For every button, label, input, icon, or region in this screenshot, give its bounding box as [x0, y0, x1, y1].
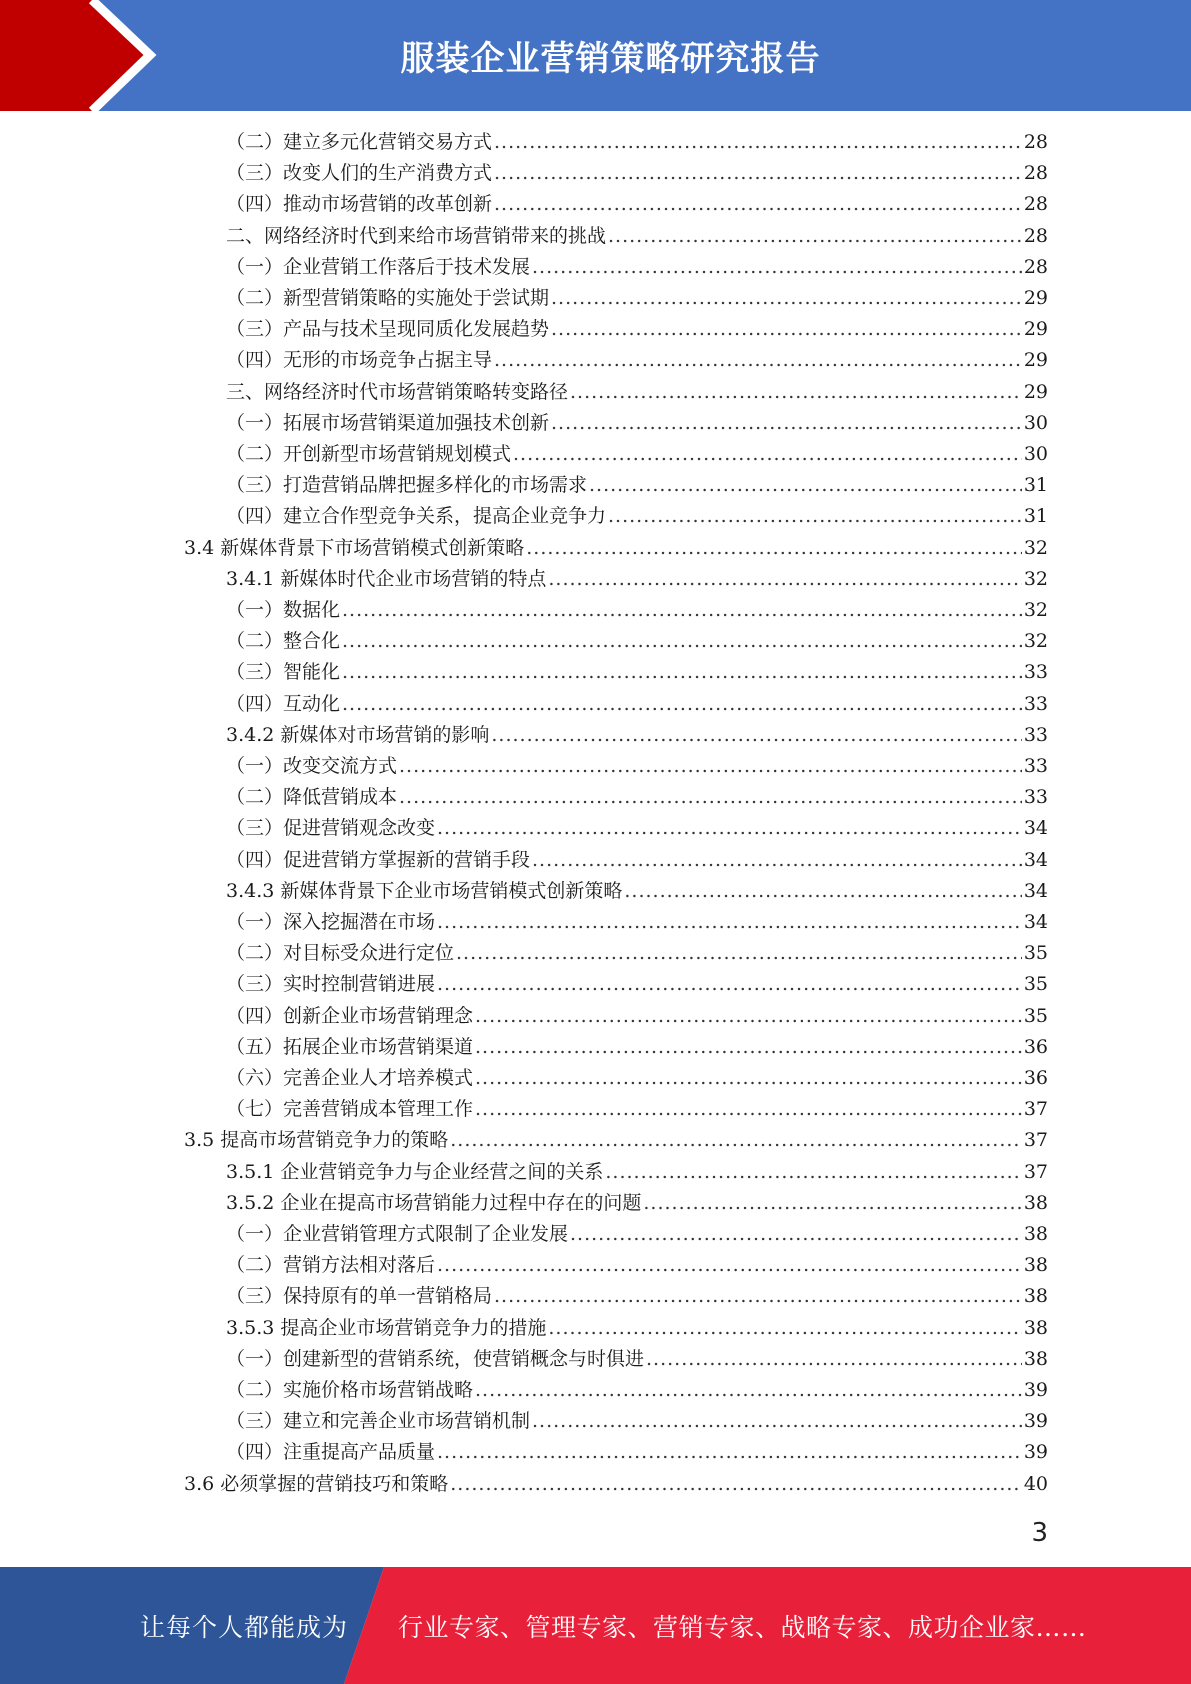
toc-entry-page: 28 [1023, 131, 1048, 153]
toc-entry-page: 35 [1023, 942, 1048, 965]
toc-dot-leader [589, 470, 1022, 501]
toc-dot-leader [494, 345, 1022, 376]
toc-entry-label: （三）保持原有的单一营销格局 [226, 1285, 493, 1308]
toc-entry-page: 33 [1023, 723, 1048, 746]
toc-entry-label: （四）无形的市场竞争占据主导 [226, 349, 493, 372]
toc-entry-label: （三）建立和完善企业市场营销机制 [226, 1410, 531, 1433]
toc-entry[interactable] [226, 1219, 1048, 1250]
toc-entry[interactable] [226, 595, 1048, 626]
toc-entry-label: （四）促进营销方掌握新的营销手段 [226, 848, 531, 871]
toc-entry[interactable] [226, 283, 1048, 314]
toc-entry-label: （二）开创新型市场营销规划模式 [226, 443, 512, 465]
toc-entry[interactable] [226, 189, 1048, 220]
toc-entry-label: （五）拓展企业市场营销渠道 [226, 1035, 474, 1058]
toc-entry-label: 3.4.3 新媒体背景下企业市场营销模式创新策略 [226, 879, 623, 902]
toc-entry-page: 31 [1023, 474, 1048, 497]
toc-entry[interactable] [226, 501, 1048, 532]
toc-entry-page: 38 [1023, 1316, 1048, 1339]
toc-entry[interactable] [226, 252, 1048, 283]
toc-entry[interactable] [226, 626, 1048, 657]
toc-dot-leader [551, 408, 1022, 439]
toc-dot-leader [399, 782, 1022, 813]
toc-entry[interactable] [226, 1375, 1048, 1406]
toc-entry-page: 30 [1023, 411, 1048, 434]
toc-entry-label: 三、网络经济时代市场营销策略转变路径 [226, 380, 569, 403]
toc-entry[interactable] [226, 1001, 1048, 1032]
toc-entry-page: 32 [1023, 536, 1048, 559]
toc-entry-label: （四）互动化 [226, 692, 341, 715]
toc-entry-page: 34 [1023, 817, 1048, 840]
toc-dot-leader [342, 689, 1022, 720]
toc-entry-page: 29 [1023, 349, 1048, 372]
toc-dot-leader [456, 938, 1022, 969]
toc-entry-page: 28 [1023, 255, 1048, 278]
toc-entry[interactable] [226, 969, 1048, 1000]
toc-entry[interactable] [226, 782, 1048, 813]
footer-slogan-right: 行业专家、管理专家、营销专家、战略专家、成功企业家…… [398, 1612, 1087, 1642]
toc-entry-page: 29 [1023, 318, 1048, 341]
toc-entry[interactable] [226, 720, 1048, 751]
toc-entry-label: （一）深入挖掘潜在市场 [226, 911, 436, 933]
toc-entry-page: 32 [1023, 630, 1048, 653]
toc-entry-page: 40 [1023, 1472, 1048, 1495]
toc-entry[interactable] [226, 1313, 1048, 1344]
toc-dot-leader [491, 720, 1021, 751]
toc-entry[interactable] [226, 127, 1048, 158]
toc-entry-label: （一）拓展市场营销渠道加强技术创新 [226, 411, 550, 434]
toc-dot-leader [646, 1344, 1022, 1375]
toc-dot-leader [437, 907, 1022, 938]
toc-entry[interactable] [226, 657, 1048, 688]
toc-dot-leader [342, 657, 1022, 688]
toc-entry-page: 35 [1023, 1004, 1048, 1027]
toc-entry-label: 3.4 新媒体背景下市场营销模式创新策略 [184, 536, 525, 559]
toc-entry[interactable] [226, 751, 1048, 782]
toc-dot-leader [513, 439, 1022, 470]
toc-entry-label: （二）新型营销策略的实施处于尝试期 [226, 287, 550, 309]
toc-dot-leader [494, 127, 1022, 158]
toc-dot-leader [494, 1281, 1022, 1312]
toc-dot-leader [475, 1375, 1022, 1406]
toc-entry-page: 33 [1023, 786, 1048, 809]
toc-entry[interactable] [226, 845, 1048, 876]
toc-entry[interactable] [226, 439, 1048, 470]
page-number: 3 [1031, 1518, 1048, 1548]
toc-entry-page: 34 [1023, 848, 1048, 871]
toc-dot-leader [643, 1188, 1021, 1219]
toc-dot-leader [475, 1063, 1022, 1094]
toc-entry-page: 28 [1023, 193, 1048, 216]
toc-entry[interactable] [226, 1032, 1048, 1063]
toc-dot-leader [551, 283, 1022, 314]
toc-dot-leader [475, 1001, 1022, 1032]
toc-entry[interactable] [226, 1250, 1048, 1281]
toc-entry-label: （四）推动市场营销的改革创新 [226, 193, 493, 216]
toc-entry-page: 33 [1023, 661, 1048, 684]
toc-dot-leader [437, 1437, 1022, 1468]
toc-dot-leader [437, 969, 1022, 1000]
toc-entry[interactable] [226, 1281, 1048, 1312]
toc-entry[interactable] [226, 1437, 1048, 1468]
toc-entry-label: 3.6 必须掌握的营销技巧和策略 [184, 1472, 449, 1495]
toc-entry[interactable] [226, 564, 1048, 595]
toc-entry-label: 3.5.3 提高企业市场营销竞争力的措施 [226, 1316, 547, 1339]
toc-entry[interactable] [226, 377, 1048, 408]
toc-entry[interactable] [184, 533, 1048, 564]
toc-entry-label: 二、网络经济时代到来给市场营销带来的挑战 [226, 224, 607, 247]
toc-entry[interactable] [226, 314, 1048, 345]
toc-entry-label: （四）创新企业市场营销理念 [226, 1004, 474, 1027]
toc-entry-page: 36 [1023, 1067, 1048, 1089]
toc-entry-label: （二）整合化 [226, 630, 341, 653]
toc-entry-label: 3.4.1 新媒体时代企业市场营销的特点 [226, 567, 547, 590]
toc-entry-label: （三）产品与技术呈现同质化发展趋势 [226, 318, 550, 341]
toc-entry[interactable] [226, 1188, 1048, 1219]
toc-entry-page: 37 [1023, 1098, 1048, 1121]
toc-dot-leader [551, 314, 1022, 345]
toc-dot-leader [570, 377, 1022, 408]
toc-entry[interactable] [226, 938, 1048, 969]
toc-entry[interactable] [226, 408, 1048, 439]
toc-dot-leader [608, 501, 1022, 532]
toc-entry-label: （一）改变交流方式 [226, 755, 398, 777]
toc-entry-page: 37 [1023, 1160, 1048, 1183]
toc-entry-label: （三）打造营销品牌把握多样化的市场需求 [226, 474, 588, 497]
toc-entry-page: 39 [1023, 1379, 1048, 1401]
toc-entry[interactable] [184, 1469, 1048, 1500]
toc-entry[interactable] [226, 158, 1048, 189]
toc-entry-page: 28 [1023, 224, 1048, 247]
toc-entry-label: （七）完善营销成本管理工作 [226, 1098, 474, 1121]
toc-dot-leader [475, 1094, 1022, 1125]
toc-entry-page: 30 [1023, 443, 1048, 465]
toc-entry-label: （二）降低营销成本 [226, 786, 398, 809]
toc-entry-label: （三）智能化 [226, 661, 341, 684]
toc-entry-page: 38 [1023, 1347, 1048, 1370]
toc-entry[interactable] [226, 1406, 1048, 1437]
footer-slogan-left: 让每个人都能成为 [140, 1612, 349, 1642]
toc-entry-label: 3.5.1 企业营销竞争力与企业经营之间的关系 [226, 1160, 604, 1183]
toc-entry-page: 36 [1023, 1035, 1048, 1058]
toc-dot-leader [532, 1406, 1022, 1437]
toc-entry[interactable] [226, 907, 1048, 938]
toc-entry-label: （一）数据化 [226, 599, 341, 621]
toc-dot-leader [399, 751, 1022, 782]
toc-entry[interactable] [226, 1094, 1048, 1125]
toc-dot-leader [526, 533, 1022, 564]
toc-entry[interactable] [226, 689, 1048, 720]
toc-dot-leader [342, 595, 1022, 626]
toc-dot-leader [494, 158, 1022, 189]
toc-entry-page: 39 [1023, 1410, 1048, 1433]
toc-entry[interactable] [226, 345, 1048, 376]
toc-entry[interactable] [226, 1063, 1048, 1094]
toc-dot-leader [605, 1157, 1021, 1188]
toc-entry-page: 37 [1023, 1129, 1048, 1152]
toc-entry-label: 3.5.2 企业在提高市场营销能力过程中存在的问题 [226, 1191, 642, 1214]
toc-dot-leader [570, 1219, 1022, 1250]
toc-entry-label: （一）企业营销工作落后于技术发展 [226, 255, 531, 278]
toc-entry-page: 33 [1023, 692, 1048, 715]
toc-entry-page: 28 [1023, 162, 1048, 185]
toc-entry[interactable] [226, 1157, 1048, 1188]
toc-entry[interactable] [226, 1344, 1048, 1375]
toc-entry-page: 38 [1023, 1254, 1048, 1277]
toc-dot-leader [532, 845, 1022, 876]
toc-entry-label: （三）改变人们的生产消费方式 [226, 162, 493, 185]
toc-entry-page: 32 [1023, 599, 1048, 621]
toc-dot-leader [437, 813, 1022, 844]
toc-entry-label: 3.4.2 新媒体对市场营销的影响 [226, 723, 490, 746]
toc-dot-leader [437, 1250, 1022, 1281]
toc-entry-page: 29 [1023, 380, 1048, 403]
toc-entry-label: （三）促进营销观念改变 [226, 817, 436, 840]
document-title: 服装企业营销策略研究报告 [400, 39, 821, 79]
toc-dot-leader [450, 1125, 1022, 1156]
toc-entry-page: 38 [1023, 1223, 1048, 1245]
toc-entry-label: （四）注重提高产品质量 [226, 1441, 436, 1464]
toc-dot-leader [475, 1032, 1022, 1063]
toc-entry-page: 35 [1023, 973, 1048, 996]
toc-entry-label: （一）企业营销管理方式限制了企业发展 [226, 1223, 569, 1245]
toc-entry-page: 34 [1023, 911, 1048, 933]
toc-dot-leader [548, 1313, 1021, 1344]
toc-entry-label: （三）实时控制营销进展 [226, 973, 436, 996]
toc-entry-label: 3.5 提高市场营销竞争力的策略 [184, 1129, 449, 1152]
toc-entry[interactable] [226, 470, 1048, 501]
toc-dot-leader [532, 252, 1022, 283]
page-header [0, 0, 1191, 111]
toc-entry-label: （二）营销方法相对落后 [226, 1254, 436, 1277]
toc-dot-leader [624, 876, 1021, 907]
toc-entry-page: 32 [1023, 567, 1048, 590]
toc-dot-leader [548, 564, 1021, 595]
toc-entry[interactable] [226, 221, 1048, 252]
toc-entry-label: （二）实施价格市场营销战略 [226, 1379, 474, 1401]
toc-entry-label: （六）完善企业人才培养模式 [226, 1067, 474, 1089]
toc-entry-page: 33 [1023, 755, 1048, 777]
toc-dot-leader [450, 1469, 1022, 1500]
page-footer [0, 1567, 1191, 1684]
toc-entry-page: 31 [1023, 505, 1048, 528]
toc-entry-page: 38 [1023, 1285, 1048, 1308]
toc-dot-leader [342, 626, 1022, 657]
toc-entry-label: （二）建立多元化营销交易方式 [226, 131, 493, 153]
toc-entry[interactable] [226, 876, 1048, 907]
toc-entry-page: 34 [1023, 879, 1048, 902]
toc-entry-label: （一）创建新型的营销系统，使营销概念与时俱进 [226, 1347, 645, 1370]
toc-entry[interactable] [184, 1125, 1048, 1156]
toc-entry-page: 38 [1023, 1191, 1048, 1214]
toc-entry-page: 39 [1023, 1441, 1048, 1464]
toc-entry-label: （二）对目标受众进行定位 [226, 942, 455, 965]
toc-dot-leader [608, 221, 1022, 252]
toc-entry-label: （四）建立合作型竞争关系，提高企业竞争力 [226, 505, 607, 528]
toc-dot-leader [494, 189, 1022, 220]
toc-entry-page: 29 [1023, 287, 1048, 309]
toc-entry[interactable] [226, 813, 1048, 844]
